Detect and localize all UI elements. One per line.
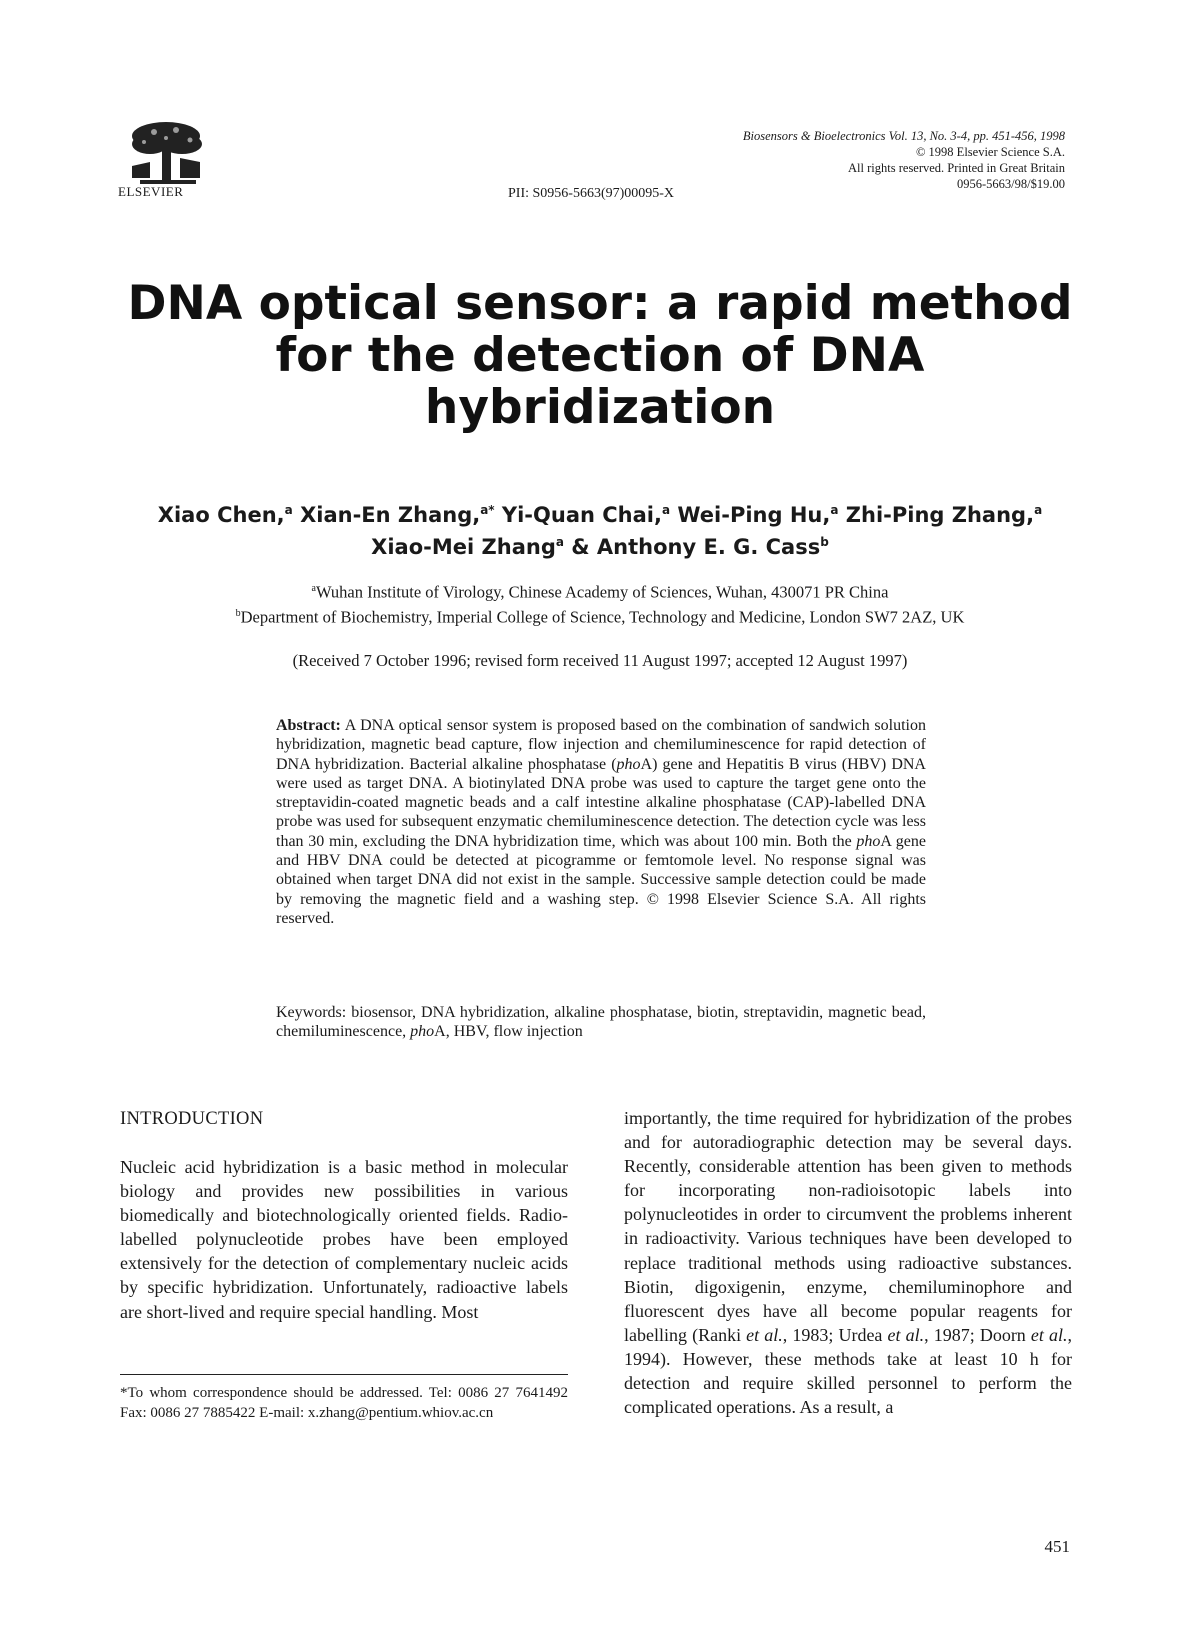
author-list bbox=[80, 497, 1120, 561]
body-text: importantly, the time required for hybridization of the probes and for autoradiographic detection may be several days. Recently, considerable attention has been given to methods for incorporating non-radioisotopic labels into polynucleotides in order to circumvent the problems inherent in radioactivity. Various techniques have been developed to replace traditional methods using radioactive substances. Biotin, digoxigenin, enzyme, chemiluminophore and fluorescent dyes have all become popular reagents for labelling (Ranki bbox=[624, 1108, 1072, 1345]
author-affil-mark: a bbox=[830, 503, 839, 517]
gene-name: pho bbox=[616, 755, 641, 773]
author-name: Anthony E. G. Cass bbox=[596, 535, 821, 559]
affiliation-a bbox=[80, 578, 1120, 603]
author-affil-mark: a bbox=[284, 503, 293, 517]
correspondence-footnote: *To whom correspondence should be addressed. Tel: 0086 27 7641492 Fax: 0086 27 7885422 E-mail: x.zhang@pentium.whiov.ac.cn bbox=[120, 1385, 568, 1421]
author-name: Yi-Quan Chai, bbox=[501, 503, 662, 527]
affiliation-b bbox=[80, 603, 1120, 628]
paper-title bbox=[100, 278, 1100, 434]
author-name: Xian-En Zhang, bbox=[300, 503, 481, 527]
author-affil-mark: a* bbox=[480, 503, 495, 517]
abstract bbox=[276, 716, 926, 928]
author-line-1 bbox=[80, 497, 1120, 529]
author-name: Xiao Chen, bbox=[157, 503, 285, 527]
body-text: , 1987; Doorn bbox=[924, 1324, 1031, 1345]
title-line-1: DNA optical sensor: a rapid method bbox=[127, 276, 1073, 331]
affiliation-text: Wuhan Institute of Virology, Chinese Academy of Sciences, Wuhan, 430071 PR China bbox=[315, 582, 889, 602]
publisher-name: ELSEVIER bbox=[118, 184, 184, 199]
affil-mark: a bbox=[311, 583, 316, 594]
author-name: Zhi-Ping Zhang, bbox=[845, 503, 1035, 527]
title-line-3: hybridization bbox=[424, 380, 776, 435]
body-text: , 1983; Urdea bbox=[782, 1324, 888, 1345]
keywords-label: Keywords: bbox=[276, 1004, 347, 1021]
intro-left-column: Nucleic acid hybridization is a basic method in molecular biology and provides new possibilities in various biomedically and biotechnologically oriented fields. Radio-labelled polynucleotide probes have been employed extensively for the detection of complementary nucleic acids by specific hybridization. Unfortunately, radioactive labels are short-lived and require special handling. Most bbox=[120, 1157, 568, 1322]
issn-price: 0956-5663/98/$19.00 bbox=[957, 177, 1065, 191]
body-text: , 1994). However, these methods take at least 10 h for detection and require skilled personnel to perform the complicated operations. As a result, a bbox=[624, 1324, 1072, 1418]
gene-name: pho bbox=[856, 832, 881, 850]
citation-etal: et al. bbox=[746, 1324, 783, 1345]
author-ampersand: & bbox=[571, 535, 590, 559]
author-affil-mark: b bbox=[820, 535, 829, 549]
author-affil-mark: a bbox=[1034, 503, 1043, 517]
copyright-line: © 1998 Elsevier Science S.A. bbox=[915, 145, 1065, 159]
affiliations bbox=[80, 578, 1120, 627]
citation-etal: et al. bbox=[1030, 1324, 1068, 1345]
abstract-text: A) gene and Hepatitis B virus (HBV) DNA were used as target DNA. A biotinylated DNA probe was used to capture the target gene onto the streptavidin-coated magnetic beads and a calf intestine alkaline phosphatase (CAP)-labelled DNA probe was used for subsequent enzymatic chemiluminescence detection. The detection cycle was less than 30 min, excluding the DNA hybridization time, which was about 100 min. Both the bbox=[276, 755, 926, 850]
journal-citation: Biosensors & Bioelectronics Vol. 13, No. 3-4, pp. 451-456, 1998 bbox=[742, 129, 1065, 143]
elsevier-tree-icon bbox=[120, 118, 216, 188]
keywords bbox=[276, 1003, 926, 1042]
gene-name: pho bbox=[410, 1023, 435, 1041]
page-number: 451 bbox=[1044, 1537, 1070, 1556]
footnote-divider bbox=[120, 1374, 568, 1375]
author-line-2 bbox=[80, 529, 1120, 561]
keywords-text: A, HBV, flow injection bbox=[434, 1023, 583, 1041]
author-affil-mark: a bbox=[661, 503, 671, 517]
affiliation-text: Department of Biochemistry, Imperial College of Science, Technology and Medicine, London SW7 2AZ, UK bbox=[240, 607, 965, 626]
journal-info bbox=[743, 128, 1065, 192]
keywords-text: biosensor, DNA hybridization, alkaline phosphatase, biotin, streptavidin, magnetic bead, chemiluminescence, bbox=[276, 1004, 927, 1041]
author-name: Xiao-Mei Zhang bbox=[371, 535, 556, 559]
author-affil-mark: a bbox=[555, 535, 564, 549]
rights-line: All rights reserved. Printed in Great Britain bbox=[848, 161, 1065, 175]
received-dates: (Received 7 October 1996; revised form received 11 August 1997; accepted 12 August 1997) bbox=[292, 651, 908, 670]
title-line-2: for the detection of DNA bbox=[275, 328, 925, 383]
affil-mark: b bbox=[235, 607, 241, 619]
abstract-label: Abstract: bbox=[276, 717, 341, 734]
pii-code: PII: S0956-5663(97)00095-X bbox=[508, 186, 675, 201]
abstract-text: A gene and HBV DNA could be detected at picogramme or femtomole level. No response signal was obtained when target DNA did not exist in the sample. Successive sample detection could be made by removing the magnetic field and a washing step. © 1998 Elsevier Science S.A. All rights reserved. bbox=[276, 832, 926, 927]
intro-right-column bbox=[624, 1106, 1072, 1419]
section-heading: INTRODUCTION bbox=[120, 1109, 264, 1129]
author-name: Wei-Ping Hu, bbox=[677, 503, 831, 527]
abstract-text: A DNA optical sensor system is proposed based on the combination of sandwich solution hybridization, magnetic bead capture, flow injection and chemiluminescence for rapid detection of DNA hybridization. Bacterial alkaline phosphatase ( bbox=[276, 717, 926, 773]
citation-etal: et al. bbox=[887, 1324, 925, 1345]
